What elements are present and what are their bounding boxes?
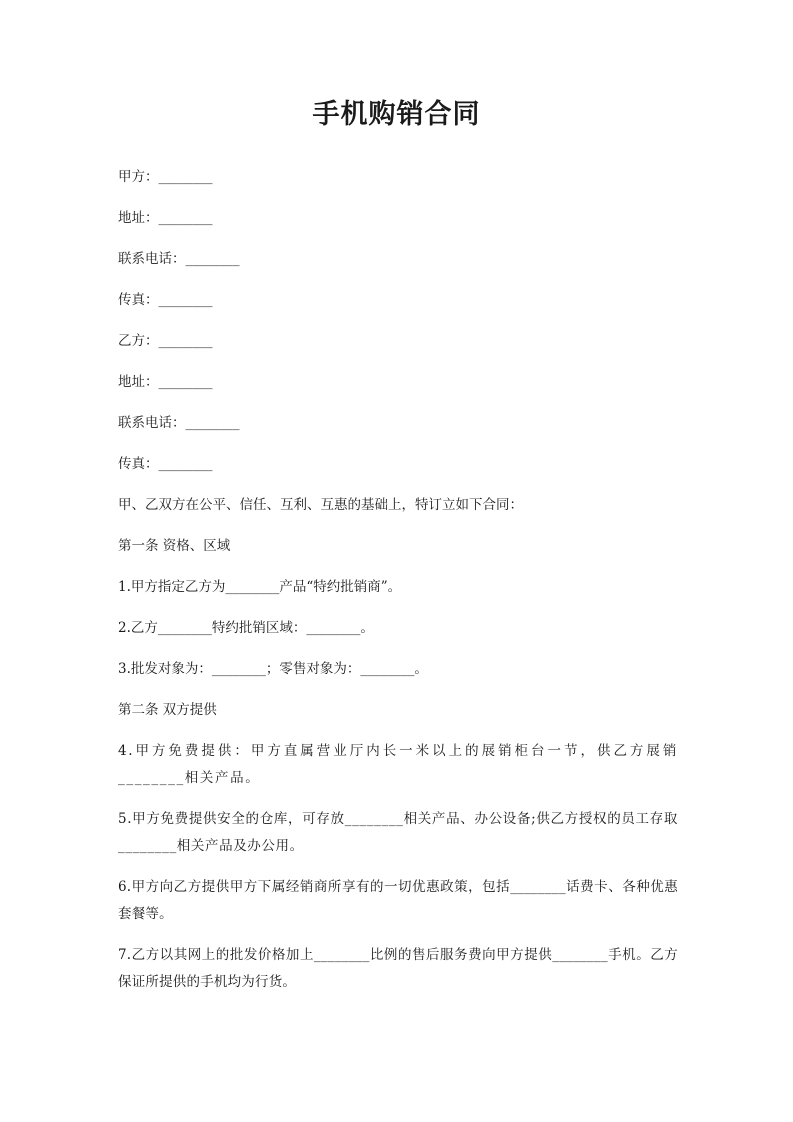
party-b-line: 乙方：________: [118, 333, 213, 349]
party-b-fax-line: 传真：________: [118, 456, 213, 472]
preamble-paragraph: 甲、乙双方在公平、信任、互利、互惠的基础上，特订立如下合同：: [118, 497, 523, 513]
clause-5: 5.甲方免费提供安全的仓库，可存放________相关产品、办公设备;供乙方授权的员工存取________相关产品及办公用。: [118, 811, 678, 854]
article-1-heading: 第一条 资格、区域: [118, 538, 231, 554]
party-a-address-line: 地址：________: [118, 210, 213, 226]
document-title: 手机购销合同: [312, 99, 481, 130]
article-2-heading: 第二条 双方提供: [118, 702, 217, 718]
clause-1: 1.甲方指定乙方为________产品“特约批销商”。: [118, 579, 402, 595]
clause-6: 6.甲方向乙方提供甲方下属经销商所享有的一切优惠政策，包括________话费卡、各种优惠套餐等。: [118, 879, 678, 922]
party-b-phone-line: 联系电话：________: [118, 415, 240, 431]
party-b-address-line: 地址：________: [118, 374, 213, 390]
clause-3: 3.批发对象为：________；零售对象为：________。: [118, 661, 428, 677]
party-a-fax-line: 传真：________: [118, 292, 213, 308]
party-a-line: 甲方：________: [118, 169, 213, 185]
party-a-phone-line: 联系电话：________: [118, 251, 240, 267]
clause-7: 7.乙方以其网上的批发价格加上________比例的售后服务费向甲方提供________手机。乙方保证所提供的手机均为行货。: [118, 947, 678, 990]
document-body: [118, 164, 678, 1010]
clause-4: 4.甲方免费提供：甲方直属营业厅内长一米以上的展销柜台一节，供乙方展销________相关产品。: [118, 743, 678, 786]
clause-2: 2.乙方________特约批销区域：________。: [118, 620, 374, 636]
